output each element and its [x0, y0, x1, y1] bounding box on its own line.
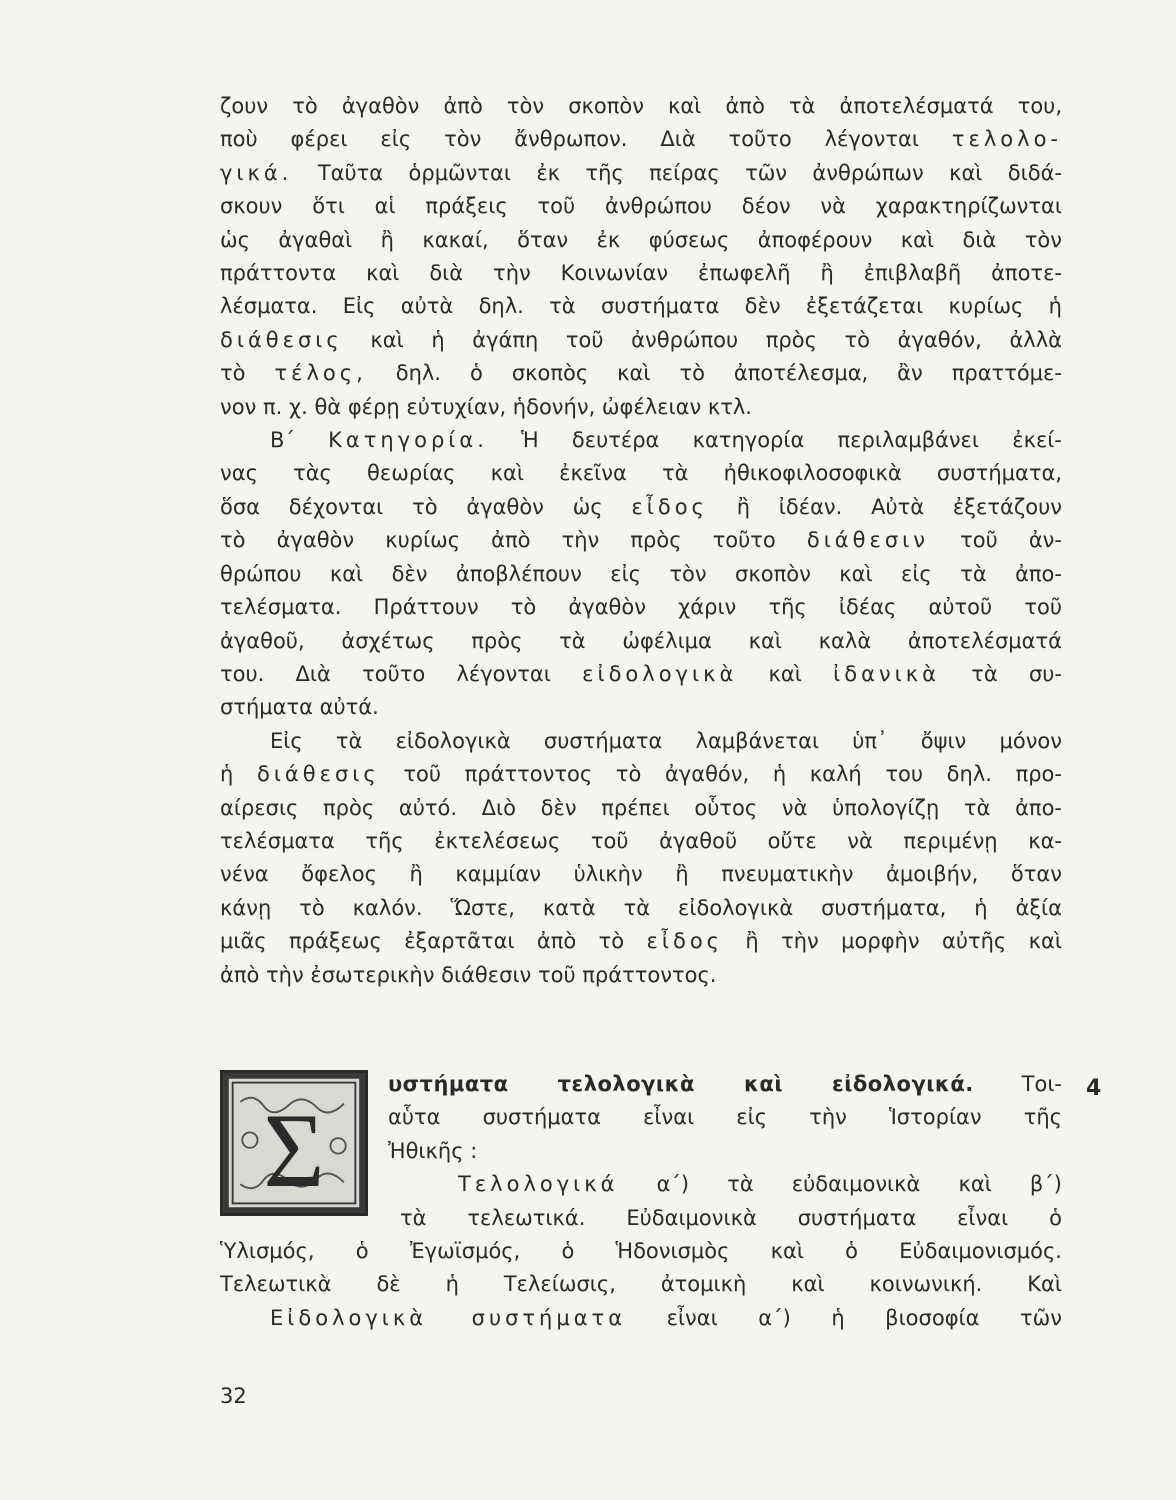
text-line: Εἰς τὰ εἰδολογικὰ συστήματα λαμβάνεται ὑπ᾽ ὄψιν μόνον — [270, 728, 1062, 753]
text-line — [220, 157, 1062, 190]
text-line — [220, 491, 1062, 524]
text-run: ἢ ἰδέαν. Αὐτὰ ἐξετάζουν — [736, 494, 1062, 519]
text-line: ἀπὸ τὴν ἐσωτερικὴν διάθεσιν τοῦ πράττοντος. — [220, 962, 717, 987]
paragraph-teleological — [220, 90, 1062, 424]
text-line: νας τὰς θεωρίας καὶ ἐκεῖνα τὰ ἠθικοφιλοσοφικὰ συστήματα, — [220, 461, 1062, 486]
text-run: τὸ — [220, 361, 246, 386]
text-line — [220, 524, 1062, 557]
text-run: εἶναι α΄) ἡ βιοσοφία τῶν — [666, 1305, 1062, 1330]
text-line: αίρεσις πρὸς αὐτό. Διὸ δὲν πρέπει οὗτος νὰ ὑπολογίζῃ τὰ ἀπο- — [220, 795, 1062, 820]
text-line: πράττοντα καὶ διὰ τὴν Κοινωνίαν ἐπωφελῆ ἢ ἐπιβλαβῆ ἀποτε- — [220, 261, 1062, 286]
spaced-term: διάθεσις — [256, 762, 380, 787]
decorative-initial-sigma — [220, 1070, 368, 1216]
section-4 — [220, 1068, 1062, 1335]
text-line: τελέσματα τῆς ἐκτελέσεως τοῦ ἀγαθοῦ οὔτε νὰ περιμένῃ κα- — [220, 828, 1062, 853]
paragraph-category-b — [220, 424, 1062, 725]
text-run: Ταῦτα ὁρμῶνται ἐκ τῆς πείρας τῶν ἀνθρώπων καὶ διδά- — [317, 160, 1063, 185]
spaced-term: τέλος, — [274, 361, 367, 386]
text-line — [220, 424, 1062, 457]
text-line: ὡς ἀγαθαὶ ἢ κακαί, ὅταν ἐκ φύσεως ἀποφέρουν καὶ διὰ τὸν — [220, 227, 1062, 252]
text-run: ἡ — [220, 762, 234, 787]
section-heading: υστήματα τελολογικὰ καὶ εἰδολογικά. — [388, 1072, 974, 1096]
text-line: σκουν ὅτι αἱ πράξεις τοῦ ἀνθρώπου δέον νὰ χαρακτηρίζωνται — [220, 194, 1062, 219]
text-line — [220, 925, 1062, 958]
text-run: του. Διὰ τοῦτο λέγονται — [220, 661, 551, 686]
text-line — [220, 658, 1062, 691]
text-run: ἢ τὴν μορφὴν αὐτῆς καὶ — [745, 929, 1062, 954]
spaced-term: εἶδος — [646, 929, 723, 954]
text-line: ἀγαθοῦ, ἀσχέτως πρὸς τὰ ὠφέλιμα καὶ καλὰ ἀποτελέσματά — [220, 628, 1062, 653]
spaced-term: εἰδολογικὰ — [582, 661, 738, 686]
text-run: ποὺ φέρει εἰς τὸν ἄνθρωπον. Διὰ τοῦτο λέγονται — [220, 127, 919, 152]
spaced-term: ἰδανικὰ — [833, 661, 940, 686]
text-run: τὸ ἀγαθὸν κυρίως ἀπὸ τὴν πρὸς τοῦτο — [220, 528, 776, 553]
spaced-term: Τελολογικά — [458, 1172, 619, 1197]
text-run: τὰ συ- — [971, 661, 1062, 686]
text-line: αὗτα συστήματα εἶναι εἰς τὴν Ἱστορίαν τῆς — [388, 1105, 1062, 1130]
spaced-term: διάθεσιν — [806, 528, 929, 553]
text-run: ὅσα δέχονται τὸ ἀγαθὸν ὡς — [220, 494, 603, 519]
text-run: Τοι- — [1021, 1072, 1062, 1096]
text-line: τὰ τελεωτικά. Εὐδαιμονικὰ συστήματα εἶναι ὁ — [400, 1205, 1062, 1230]
text-line: κάνῃ τὸ καλόν. Ὥστε, κατὰ τὰ εἰδολογικὰ συστήματα, ἡ ἀξία — [220, 895, 1062, 920]
text-line: ζουν τὸ ἀγαθὸν ἀπὸ τὸν σκοπὸν καὶ ἀπὸ τὰ ἀποτελέσματά του, — [220, 94, 1062, 118]
text-line: Τελεωτικὰ δὲ ἡ Τελείωσις, ἀτομικὴ καὶ κοινωνική. Καὶ — [220, 1272, 1062, 1297]
text-run: Β΄ — [270, 428, 295, 453]
initial-letter: Σ — [263, 1092, 325, 1210]
paragraph-eidological — [220, 725, 1062, 992]
text-line — [220, 758, 1062, 791]
text-line: στήματα αὐτά. — [220, 695, 379, 720]
spaced-term: τελολο- — [951, 127, 1062, 152]
text-line — [220, 357, 1062, 390]
text-line: νένα ὄφελος ἢ καμμίαν ὑλικὴν ἢ πνευματικὴν ἀμοιβήν, ὅταν — [220, 862, 1062, 887]
text-line: νον π. χ. θὰ φέρῃ εὐτυχίαν, ἡδονήν, ὠφέλειαν κτλ. — [220, 394, 752, 419]
text-run: α΄) τὰ εὐδαιμονικὰ καὶ β΄) — [656, 1172, 1062, 1197]
text-run: Ἡ δευτέρα κατηγορία περιλαμβάνει ἐκεί- — [521, 428, 1062, 453]
text-line: Ἠθικῆς : — [388, 1138, 478, 1163]
main-text — [220, 90, 1062, 992]
spaced-term: Εἰδολογικὰ συστήματα — [270, 1305, 627, 1330]
text-line — [220, 1302, 1062, 1335]
text-run: τοῦ ἀν- — [960, 528, 1062, 553]
text-line — [220, 324, 1062, 357]
text-run: καὶ — [768, 661, 802, 686]
text-line — [220, 123, 1062, 156]
page-number: 32 — [220, 1384, 247, 1408]
text-line: θρώπου καὶ δὲν ἀποβλέπουν εἰς τὸν σκοπὸν καὶ εἰς τὰ ἀπο- — [220, 561, 1062, 586]
text-run: δηλ. ὁ σκοπὸς καὶ τὸ ἀποτέλεσμα, ἂν πραττόμε- — [395, 361, 1062, 386]
section-margin-number: 4 — [1086, 1076, 1102, 1101]
text-line: τελέσματα. Πράττουν τὸ ἀγαθὸν χάριν τῆς ἰδέας αὐτοῦ τοῦ — [220, 595, 1062, 620]
text-run: τοῦ πράττοντος τὸ ἀγαθόν, ἡ καλή του δηλ. προ- — [403, 762, 1062, 787]
spaced-term: Κατηγορία. — [328, 428, 488, 453]
text-line: λέσματα. Εἰς αὐτὰ δηλ. τὰ συστήματα δὲν ἐξετάζεται κυρίως ἡ — [220, 294, 1062, 319]
spaced-term: διάθεσις — [220, 327, 343, 352]
text-run: μιᾶς πράξεως ἐξαρτᾶται ἀπὸ τὸ — [220, 929, 625, 954]
spaced-term: εἶδος — [631, 494, 708, 519]
text-run: καὶ ἡ ἀγάπη τοῦ ἀνθρώπου πρὸς τὸ ἀγαθόν, ἀλλὰ — [370, 327, 1062, 352]
spaced-term: γικά. — [220, 160, 293, 185]
text-line: Ὑλισμός, ὁ Ἐγωϊσμός, ὁ Ἡδονισμὸς καὶ ὁ Εὐδαιμονισμός. — [220, 1239, 1062, 1264]
ornament-initial-icon — [223, 1073, 365, 1213]
